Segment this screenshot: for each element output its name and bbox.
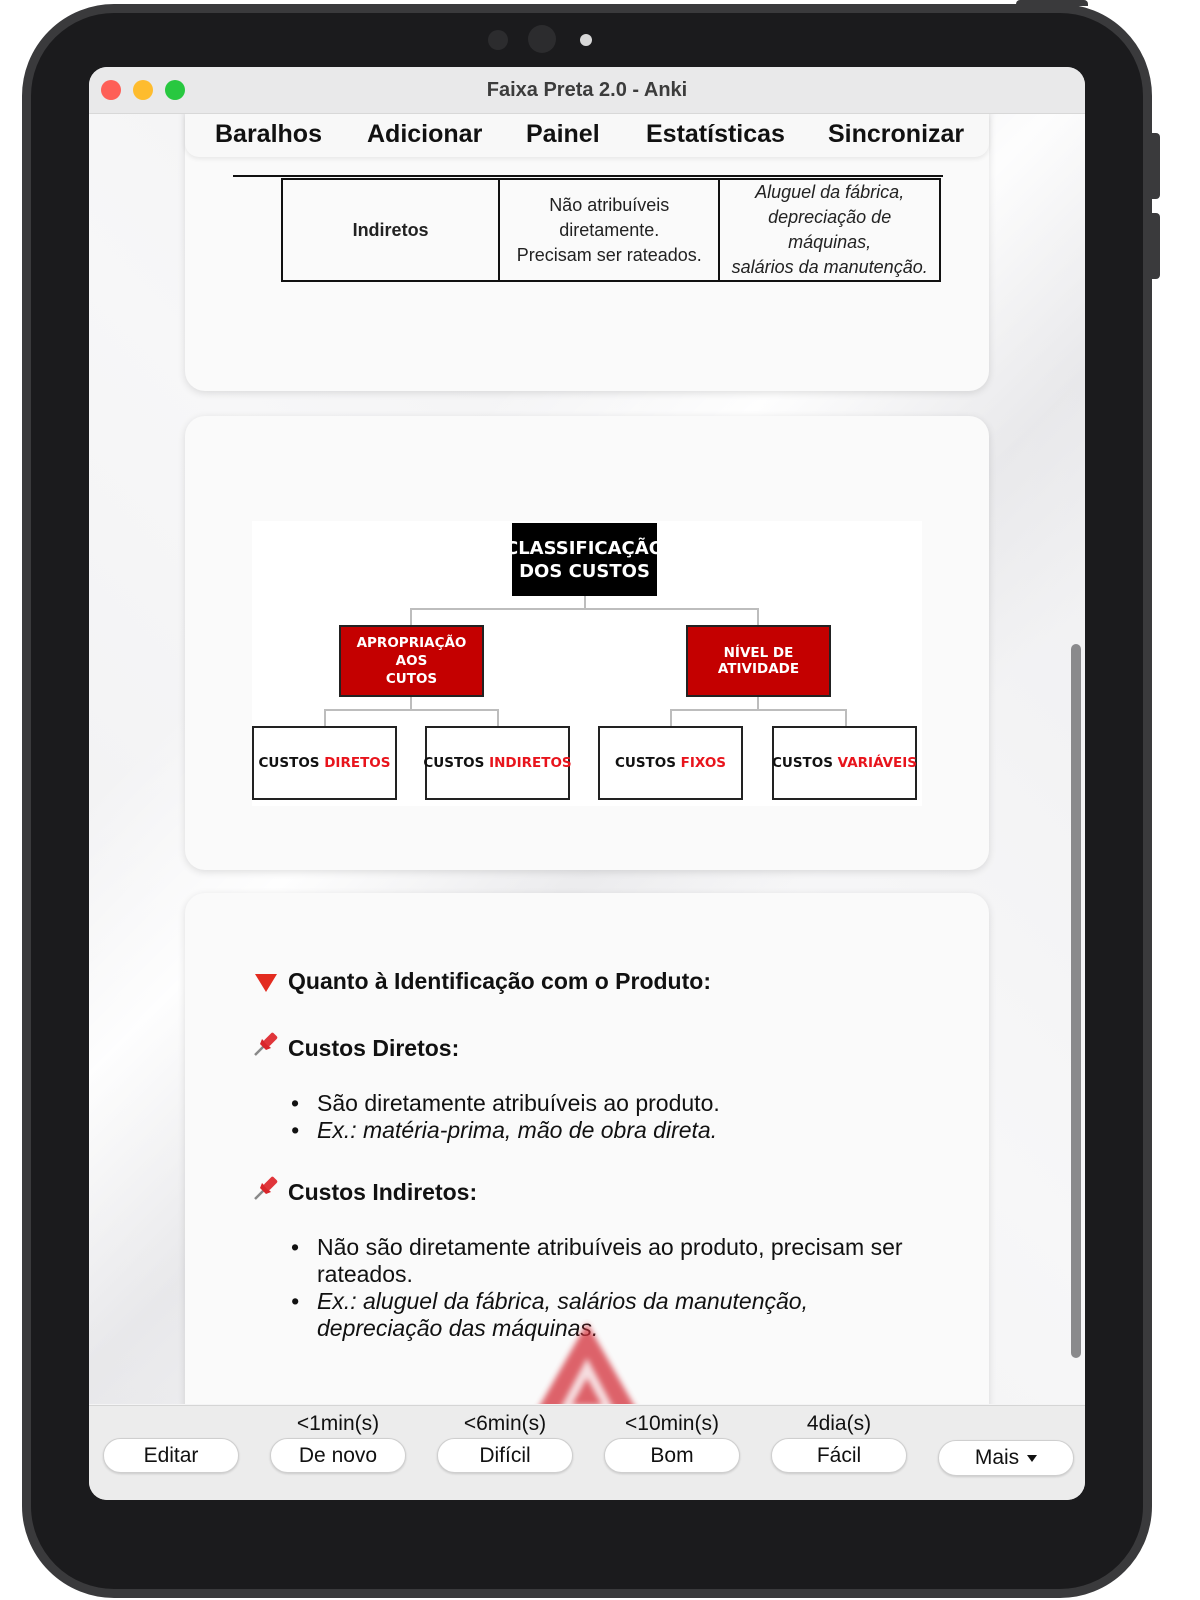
example-line: Aluguel da fábrica,: [755, 182, 905, 202]
list-item: • São diretamente atribuíveis ao produto.: [287, 1090, 927, 1117]
characteristic-line: Precisam ser rateados.: [516, 244, 702, 265]
pushpin-icon: [252, 1030, 280, 1058]
red-triangle-down-icon: [255, 974, 277, 992]
title-bar: [89, 67, 1085, 114]
top-nav: [185, 114, 989, 157]
leaf-prefix: CUSTOS: [771, 755, 838, 771]
hard-button[interactable]: Difícil: [437, 1438, 573, 1473]
leaf-highlight: DIRETOS: [324, 755, 391, 771]
characteristic-line: diretamente.: [559, 219, 660, 240]
cost-table-wrapper: [233, 178, 941, 278]
leaf-highlight: INDIRETOS: [489, 755, 572, 771]
easy-button[interactable]: Fácil: [771, 1438, 907, 1473]
leaf-highlight: VARIÁVEIS: [837, 755, 918, 771]
direct-costs-title: Custos Diretos:: [288, 1035, 460, 1061]
leaf-prefix: CUSTOS: [423, 755, 490, 771]
leaf-custos-fixos: [598, 726, 743, 800]
list-item: • Não são diretamente atribuíveis ao produto, precisam ser rateados.: [287, 1234, 907, 1288]
due-hard: <6min(s): [463, 1412, 547, 1435]
branch-line: APROPRIAÇÃO AOS: [356, 635, 467, 669]
diagram-branch-apropriacao: [339, 625, 484, 697]
table-cell-characteristic: [499, 179, 719, 281]
branch-line: CUTOS: [385, 671, 438, 687]
table-row: [282, 179, 940, 281]
diagram-root: [505, 523, 665, 596]
leaf-prefix: CUSTOS: [614, 755, 681, 771]
connector-line: [410, 696, 412, 710]
leaf-custos-indiretos: [425, 726, 570, 800]
list-item: • Ex.: aluguel da fábrica, salários da manutenção, depreciação das máquinas.: [287, 1288, 907, 1342]
connector-line: [670, 709, 672, 727]
connector-line: [497, 709, 499, 727]
edit-button[interactable]: Editar: [103, 1438, 239, 1473]
example-line: depreciação de máquinas,: [768, 207, 892, 252]
good-button[interactable]: Bom: [604, 1438, 740, 1473]
leaf-custos-variaveis: [772, 726, 917, 800]
cost-table: [281, 178, 941, 282]
card-diagram: [185, 416, 989, 870]
connector-line: [670, 709, 846, 711]
indirect-costs-title: Custos Indiretos:: [288, 1179, 478, 1205]
connector-line: [410, 608, 412, 626]
answer-bar: [89, 1405, 1085, 1500]
connector-line: [324, 709, 498, 711]
section-title: Quanto à Identificação com o Produto:: [288, 968, 711, 994]
again-button[interactable]: De novo: [270, 1438, 406, 1473]
root-line: CLASSIFICAÇÃO: [505, 537, 665, 559]
sensor-icon: [488, 30, 508, 50]
camera-icon: [528, 25, 556, 53]
table-cell-examples: [719, 179, 940, 281]
due-again: <1min(s): [296, 1412, 380, 1435]
review-area: [89, 114, 1085, 1404]
nav-estatisticas[interactable]: Estatísticas: [646, 120, 785, 148]
caret-down-icon: [1027, 1455, 1037, 1462]
top-button: [1016, 0, 1088, 6]
anki-window: [89, 67, 1085, 1500]
leaf-prefix: CUSTOS: [258, 755, 325, 771]
watermark-logo-icon: [527, 1323, 647, 1404]
leaf-highlight: FIXOS: [680, 755, 727, 771]
table-cell-type: Indiretos: [282, 179, 499, 281]
characteristic-line: Não atribuíveis: [549, 194, 670, 215]
leaf-custos-diretos: [252, 726, 397, 800]
more-label: Mais: [974, 1446, 1020, 1469]
connector-line: [845, 709, 847, 727]
list-item: • Ex.: matéria-prima, mão de obra direta.: [287, 1117, 927, 1144]
vertical-scrollbar[interactable]: [1071, 644, 1081, 1358]
connector-line: [324, 709, 326, 727]
connector-line: [410, 608, 758, 610]
root-line: DOS CUSTOS: [519, 560, 650, 582]
nav-painel[interactable]: Painel: [526, 120, 600, 148]
due-easy: 4dia(s): [806, 1412, 872, 1435]
volume-up-button: [1152, 133, 1160, 199]
nav-sincronizar[interactable]: Sincronizar: [828, 120, 965, 148]
connector-line: [584, 595, 586, 609]
light-sensor-icon: [580, 34, 592, 46]
window-title: Faixa Preta 2.0 - Anki: [486, 79, 688, 101]
nav-baralhos[interactable]: Baralhos: [215, 120, 322, 148]
direct-costs-list: [287, 1090, 927, 1144]
volume-down-button: [1152, 213, 1160, 279]
nav-adicionar[interactable]: Adicionar: [367, 120, 483, 148]
connector-line: [757, 608, 759, 626]
example-line: salários da manutenção.: [731, 257, 928, 277]
diagram-branch-nivel-atividade: NÍVEL DE ATIVIDADE: [686, 625, 831, 697]
card-notes: [185, 893, 989, 1404]
due-good: <10min(s): [625, 1412, 719, 1435]
pushpin-icon: [252, 1174, 280, 1202]
connector-line: [757, 696, 759, 710]
table-top-border: [233, 175, 943, 177]
more-button[interactable]: [938, 1440, 1074, 1476]
cost-classification-diagram: [252, 521, 922, 806]
